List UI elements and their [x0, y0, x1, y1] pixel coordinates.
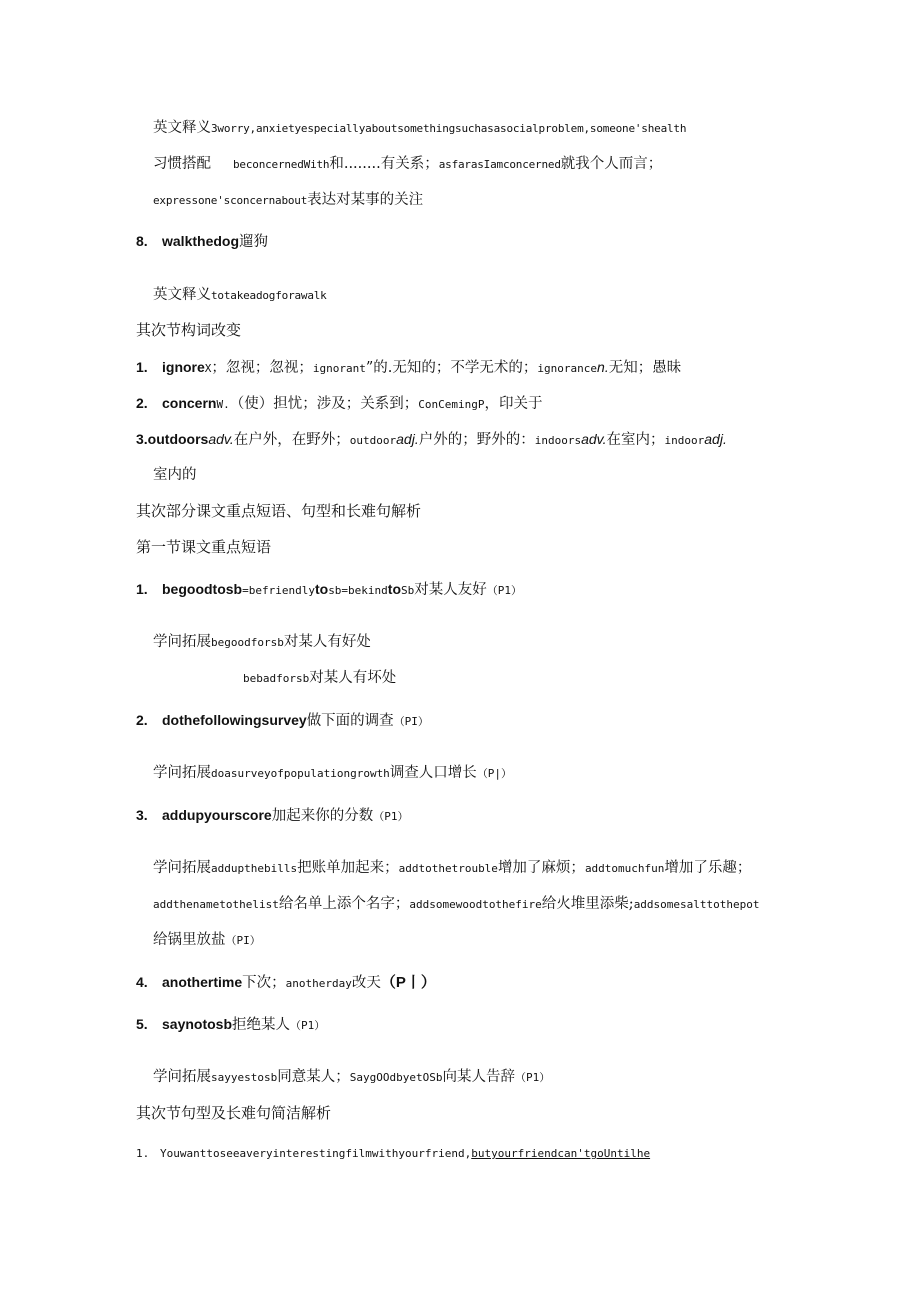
pos: adj. [704, 431, 727, 447]
page-ref: （P|） [476, 767, 513, 780]
heading-text: 其次节句型及长难句简洁解析 [136, 1104, 332, 1122]
heading-text: 第一节课文重点短语 [136, 538, 272, 556]
pos: W. [216, 398, 230, 411]
label: 英文释义 [153, 287, 211, 303]
meaning: 把账单加起来； [297, 860, 399, 876]
english-text: bebadforsb [243, 672, 310, 685]
page-ref: （PI） [225, 934, 261, 947]
underlined-sentence-text: butyourfriendcan'tgoUntilhe [471, 1147, 651, 1160]
synonym: Sb [401, 584, 415, 597]
derived-word: ConCemingP [418, 398, 485, 411]
english-text: addupthebills [211, 862, 298, 875]
word-formation-item [136, 393, 542, 415]
derived-word: indoor [664, 434, 705, 447]
pos: adv. [208, 431, 234, 447]
meaning: 给锅里放盐 [153, 932, 226, 948]
meaning: 改天 [351, 975, 381, 991]
phrase: saynotosb [162, 1016, 233, 1032]
meaning: 向某人告辞 [442, 1069, 515, 1085]
meaning: 在室内； [606, 432, 665, 448]
extension-line [153, 858, 751, 879]
pos: X [204, 362, 212, 375]
label: 学问拓展 [153, 1069, 211, 1085]
page-ref: （P1） [373, 810, 409, 823]
english-text: expressone'sconcernabout [153, 194, 308, 207]
collocation-line [153, 190, 423, 211]
meaning: 给火堆里添柴; [541, 896, 634, 912]
derived-word: ignorant [312, 362, 366, 375]
english-text: 3worry,anxietyespeciallyaboutsomethingsuchasasocialproblem,someone'shealth [211, 122, 687, 135]
phrase-item [136, 579, 522, 601]
item-number: 8. [136, 233, 148, 249]
meaning: 对某人有坏处 [309, 670, 397, 686]
meaning: 户外的；野外的： [418, 432, 535, 448]
label: 学问拓展 [153, 765, 211, 781]
meaning: 室内的 [153, 467, 197, 483]
chinese-text: 和........有关系； [329, 156, 439, 172]
page-ref: （P1） [486, 584, 523, 597]
derived-word: indoors [534, 434, 582, 447]
item-number: 1. [136, 1147, 150, 1160]
item-number: 1. [136, 359, 148, 375]
meaning: 对某人友好 [414, 582, 487, 598]
english-text: totakeadogforawalk [211, 289, 327, 302]
item-number: 4. [136, 974, 148, 990]
phrase-item [136, 710, 429, 732]
label: 学问拓展 [153, 860, 211, 876]
extension-line [153, 632, 371, 653]
phrase-item [136, 231, 268, 252]
label: 习惯搭配 [153, 156, 211, 172]
phrase-item [136, 805, 408, 827]
label: 英文释义 [153, 120, 211, 136]
meaning: ，印关于 [484, 396, 543, 412]
english-text: anotherday [285, 977, 352, 990]
english-text: beconcernedWith [233, 158, 330, 171]
english-text: SaygOOdbyetOSb [349, 1071, 443, 1084]
meaning: ”的.无知的；不学无术的； [365, 360, 538, 376]
section-heading [136, 320, 241, 340]
phrase: addupyourscore [162, 807, 272, 823]
derived-word: ignorance [537, 362, 598, 375]
sentence-item [136, 1143, 650, 1164]
synonym: =befriendly [242, 584, 315, 597]
heading-text: 其次部分课文重点短语、句型和长难句解析 [136, 502, 422, 520]
english-text: addthenametothelist [153, 898, 279, 911]
heading-text: 其次节构词改变 [136, 321, 242, 339]
phrase: begoodtosb [162, 581, 243, 597]
page-ref: （P丨） [380, 974, 436, 991]
word-formation-item [136, 357, 681, 379]
continuation-line [153, 465, 197, 485]
meaning: 下次； [242, 975, 286, 991]
chinese-text: 就我个人而言； [560, 156, 663, 172]
extension-line [153, 1067, 550, 1088]
synonym: sb=bekind [328, 584, 388, 597]
collocation-line [153, 154, 662, 175]
meaning: 遛狗 [239, 234, 269, 250]
english-text: doasurveyofpopulationgrowth [211, 767, 390, 780]
page-ref: （P1） [514, 1071, 551, 1084]
meaning: 拒绝某人 [232, 1017, 291, 1033]
meaning: 给名单上添个名字； [278, 896, 410, 912]
meaning: 做下面的调查 [306, 713, 394, 729]
english-text: addsomesalttothepot [633, 898, 760, 911]
extension-line [153, 763, 512, 784]
chinese-text: 表达对某事的关注 [307, 192, 424, 208]
extension-line [243, 668, 396, 689]
english-text: addsomewoodtothefire [409, 898, 542, 911]
pos: adv. [581, 431, 607, 447]
label: 学问拓展 [153, 634, 211, 650]
meaning: （使）担忧；涉及；关系到； [229, 396, 419, 412]
phrase: dothefollowingsurvey [162, 712, 307, 728]
meaning: ；忽视；忽视； [211, 360, 313, 376]
word: concern [162, 395, 217, 411]
item-number: 2. [136, 395, 148, 411]
phrase: walkthedog [162, 233, 240, 249]
meaning: 无知；愚昧 [608, 360, 682, 376]
english-text: addtothetrouble [398, 862, 498, 875]
item-number: 3. [136, 807, 148, 823]
english-text: begoodforsb [211, 636, 284, 649]
phrase-item [136, 1014, 325, 1036]
page-ref: （PI） [393, 715, 429, 728]
sentence-text: Youwanttoseeaveryinterestingfilmwithyourfriend, [160, 1147, 472, 1160]
phrase-bold-part: to [387, 581, 402, 597]
phrase: anothertime [162, 974, 243, 990]
word: ignore [162, 359, 205, 375]
item-number: 5. [136, 1016, 148, 1032]
pos: adj. [396, 431, 419, 447]
english-text: addtomuchfun [584, 862, 665, 875]
item-number: 2. [136, 712, 148, 728]
meaning: 增加了麻烦； [497, 860, 585, 876]
section-heading [136, 1103, 331, 1123]
extension-line [153, 930, 261, 951]
english-text: asfarasIamconcerned [438, 158, 561, 171]
phrase-bold-part: to [314, 581, 329, 597]
phrase-item [136, 972, 436, 994]
section-heading [136, 537, 271, 557]
meaning: 调查人口增长 [389, 765, 477, 781]
english-text: sayyestosb [211, 1071, 278, 1084]
meaning: 同意某人； [277, 1069, 350, 1085]
derived-word: outdoor [349, 434, 397, 447]
meaning: 对某人有好处 [283, 634, 371, 650]
word-formation-item [136, 429, 727, 451]
part-heading [136, 501, 421, 521]
item-number: 1. [136, 581, 148, 597]
word: 3.outdoors [136, 431, 209, 447]
meaning: 增加了乐趣； [664, 860, 752, 876]
definition-line [153, 285, 327, 306]
page-ref: （P1） [290, 1019, 326, 1032]
meaning: 在户外，在野外； [233, 432, 350, 448]
meaning: 加起来你的分数 [271, 808, 374, 824]
extension-line [153, 894, 760, 915]
definition-line [153, 118, 686, 139]
pos: n. [597, 359, 609, 375]
